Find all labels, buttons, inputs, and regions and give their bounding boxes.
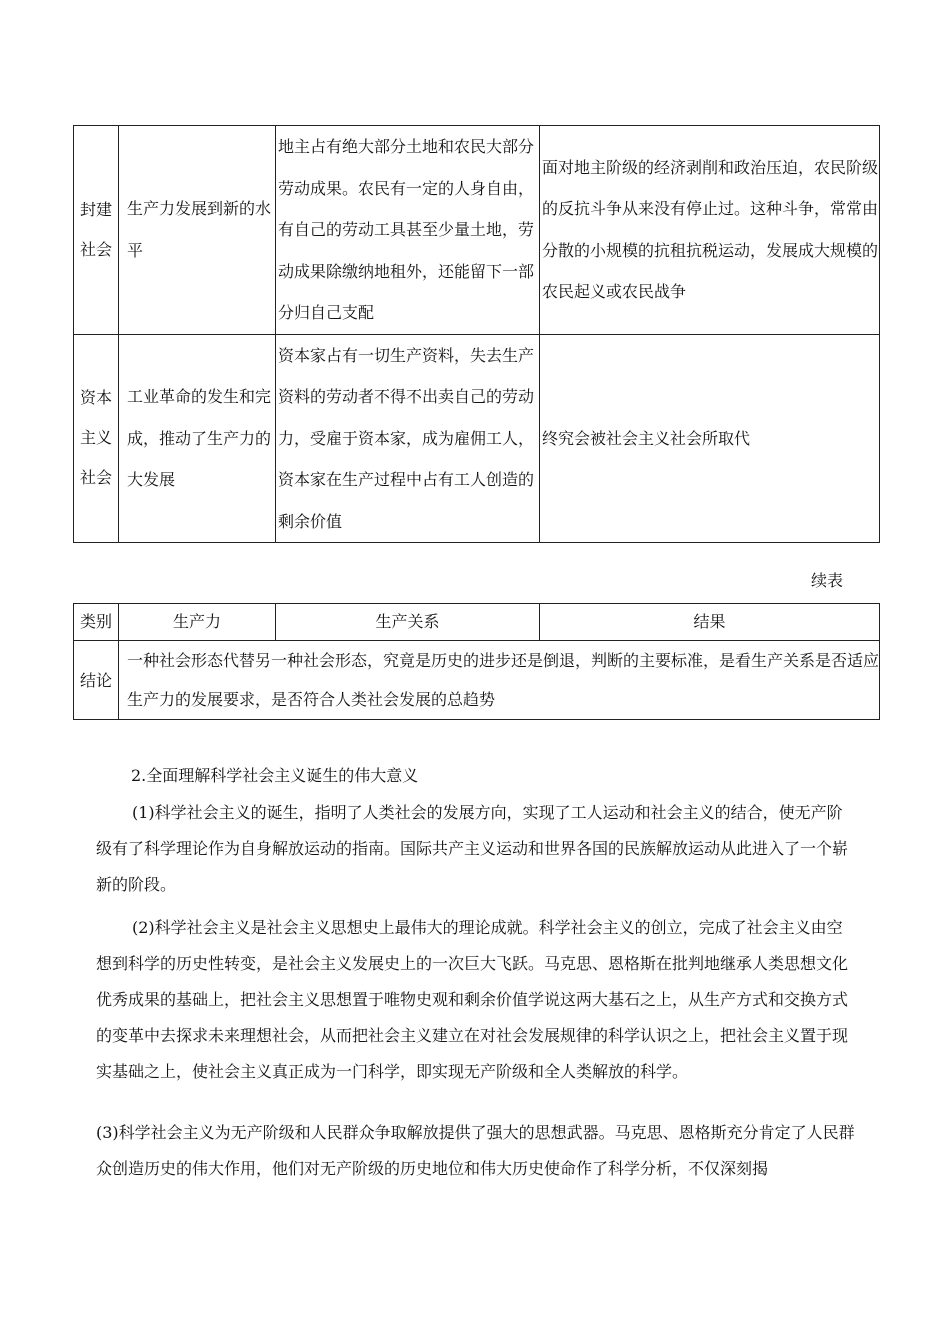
header-relations: 生产关系 [276,604,540,641]
category-cell: 封建社会 [74,126,119,335]
paragraph-1: (1)科学社会主义的诞生，指明了人类社会的发展方向，实现了工人运动和社会主义的结合，使无产阶级有了科学理论作为自身解放运动的指南。国际共产主义运动和世界各国的民族解放运动从此进入了一个崭新的阶段。 [96,803,849,894]
header-category: 类别 [74,604,119,641]
society-comparison-table [73,125,880,543]
conclusion-label: 结论 [74,641,119,720]
conclusion-text: 一种社会形态代替另一种社会形态，究竟是历史的进步还是倒退，判断的主要标准，是看生产关系是否适应生产力的发展要求，是否符合人类社会发展的总趋势 [119,641,880,720]
category-cell: 资本主义社会 [74,334,119,543]
relations-cell: 资本家占有一切生产资料，失去生产资料的劳动者不得不出卖自己的劳动力，受雇于资本家，成为雇佣工人，资本家在生产过程中占有工人创造的剩余价值 [276,334,540,543]
table-header-row [74,604,880,641]
result-cell: 终究会被社会主义社会所取代 [540,334,880,543]
table-row [74,126,880,335]
paragraph-2: (2)科学社会主义是社会主义思想史上最伟大的理论成就。科学社会主义的创立，完成了社会主义由空想到科学的历史性转变，是社会主义发展史上的一次巨大飞跃。马克思、恩格斯在批判地继承人类思想文化优秀成果的基础上，把社会主义思想置于唯物史观和剩余价值学说这两大基石之上，从生产方式和交换方式的变革中去探求未来理想社会，从而把社会主义建立在对社会发展规律的科学认识之上，把社会主义置于现实基础之上，使社会主义真正成为一门科学，即实现无产阶级和全人类解放的科学。 [96,918,849,1081]
result-cell: 面对地主阶级的经济剥削和政治压迫，农民阶级的反抗斗争从来没有停止过。这种斗争，常常由分散的小规模的抗租抗税运动，发展成大规模的农民起义或农民战争 [540,126,880,335]
table-row [74,641,880,720]
header-result: 结果 [540,604,880,641]
table-row [74,334,880,543]
header-productivity: 生产力 [119,604,276,641]
productivity-cell: 工业革命的发生和完成，推动了生产力的大发展 [119,334,276,543]
section-heading: 2.全面理解科学社会主义诞生的伟大意义 [131,766,419,785]
continued-table-label: 续表 [811,571,844,590]
productivity-cell: 生产力发展到新的水平 [119,126,276,335]
relations-cell: 地主占有绝大部分土地和农民大部分劳动成果。农民有一定的人身自由，有自己的劳动工具甚至少量土地，劳动成果除缴纳地租外，还能留下一部分归自己支配 [276,126,540,335]
paragraph-3: (3)科学社会主义为无产阶级和人民群众争取解放提供了强大的思想武器。马克思、恩格斯充分肯定了人民群众创造历史的伟大作用，他们对无产阶级的历史地位和伟大历史使命作了科学分析，不仅深刻揭 [96,1123,855,1178]
conclusion-table [73,603,880,720]
